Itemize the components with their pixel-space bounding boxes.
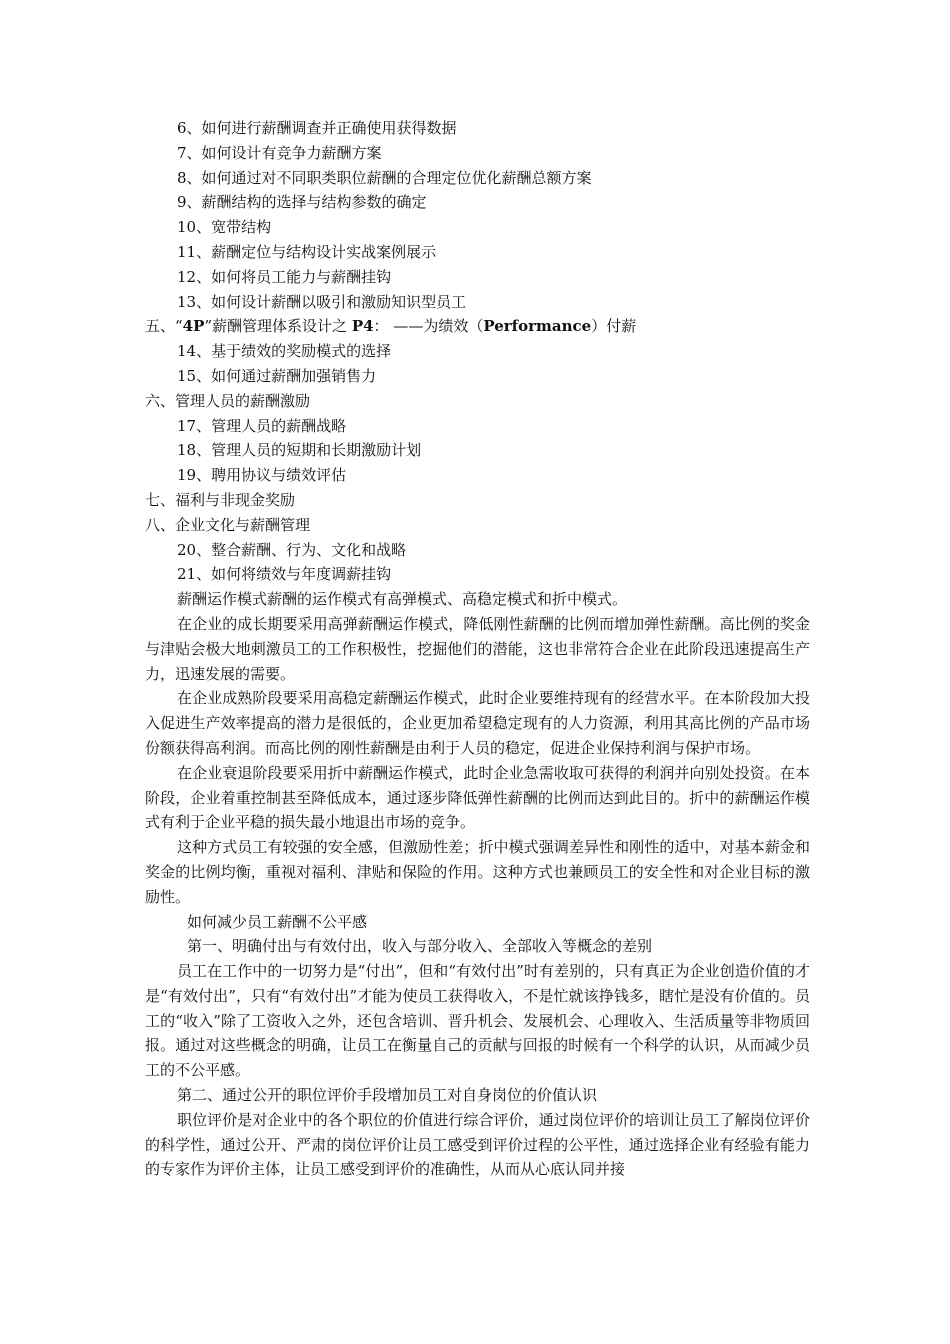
list-item: 10、宽带结构 bbox=[177, 218, 272, 237]
paragraph: 在企业的成长期要采用高弹薪酬运作模式，降低刚性薪酬的比例而增加弹性薪酬。高比例的奖金与津贴会极大地刺激员工的工作积极性，挖掘他们的潜能，这也非常符合企业在此阶段迅速提高生产力，迅速发展的需要。 bbox=[145, 614, 810, 683]
list-item: 21、如何将绩效与年度调薪挂钩 bbox=[177, 565, 392, 584]
list-item: 17、管理人员的薪酬战略 bbox=[177, 416, 347, 435]
paragraph: 员工在工作中的一切努力是“付出”，但和“有效付出”时有差别的，只有真正为企业创造价值的才是“有效付出”，只有“有效付出”才能为使员工获得收入，不是忙就该挣钱多，瞎忙是没有价值的。员工的“收入”除了工资收入之外，还包含培训、晋升机会、发展机会、心理收入、生活质量等非物质回报。通过对这些概念的明确，让员工在衡量自己的贡献与回报的时候有一个科学的认识，从而减少员工的不公平感。 bbox=[145, 962, 810, 1080]
section-heading-8: 八、企业文化与薪酬管理 bbox=[145, 515, 311, 534]
list-item: 14、基于绩效的奖励模式的选择 bbox=[177, 342, 392, 361]
section-heading-6: 六、管理人员的薪酬激励 bbox=[145, 391, 311, 410]
section-heading-7: 七、福利与非现金奖励 bbox=[145, 490, 296, 509]
document-body bbox=[145, 116, 810, 1182]
section-5-suffix: ： ——为绩效（ bbox=[373, 317, 484, 336]
paragraph: 职位评价是对企业中的各个职位的价值进行综合评价，通过岗位评价的培训让员工了解岗位评价的科学性，通过公开、严肃的岗位评价让员工感受到评价过程的公平性，通过选择企业有经验有能力的专家作为评价主体，让员工感受到评价的准确性，从而从心底认同并接 bbox=[145, 1110, 810, 1179]
list-item: 18、管理人员的短期和长期激励计划 bbox=[177, 441, 422, 460]
section-heading-5 bbox=[145, 314, 810, 339]
list-item: 12、如何将员工能力与薪酬挂钩 bbox=[177, 267, 392, 286]
heading-second-point: 第二、通过公开的职位评价手段增加员工对自身岗位的价值认识 bbox=[177, 1086, 598, 1105]
paragraph: 这种方式员工有较强的安全感，但激励性差；折中模式强调差异性和刚性的适中，对基本薪金和奖金的比例均衡，重视对福利、津贴和保险的作用。这种方式也兼顾员工的安全性和对企业目标的激励性。 bbox=[145, 838, 810, 906]
list-item: 11、薪酬定位与结构设计实战案例展示 bbox=[177, 242, 437, 261]
section-5-bold-p4: P4 bbox=[351, 317, 374, 336]
paragraph: 薪酬运作模式薪酬的运作模式有高弹模式、高稳定模式和折中模式。 bbox=[177, 590, 628, 609]
list-item: 8、如何通过对不同职类职位薪酬的合理定位优化薪酬总额方案 bbox=[177, 168, 592, 187]
heading-first-point: 第一、明确付出与有效付出，收入与部分收入、全部收入等概念的差别 bbox=[187, 937, 653, 956]
section-5-bold-performance: Performance bbox=[483, 317, 592, 336]
section-5-bold-4p: 4P bbox=[182, 317, 205, 336]
heading-reduce-unfairness: 如何减少员工薪酬不公平感 bbox=[187, 912, 368, 931]
section-5-prefix: 五、“ bbox=[145, 317, 183, 336]
section-5-end: ）付薪 bbox=[591, 317, 637, 336]
section-5-middle: ”薪酬管理体系设计之 bbox=[204, 317, 352, 336]
list-item: 13、如何设计薪酬以吸引和激励知识型员工 bbox=[177, 292, 467, 311]
list-item: 6、如何进行薪酬调查并正确使用获得数据 bbox=[177, 119, 457, 137]
paragraph: 在企业成熟阶段要采用高稳定薪酬运作模式，此时企业要维持现有的经营水平。在本阶段加大投入促进生产效率提高的潜力是很低的，企业更加希望稳定现有的人力资源，利用其高比例的产品市场份额获得高利润。而高比例的刚性薪酬是由利于人员的稳定，促进企业保持利润与保护市场。 bbox=[145, 689, 810, 757]
list-item: 7、如何设计有竞争力薪酬方案 bbox=[177, 143, 382, 162]
list-item: 19、聘用协议与绩效评估 bbox=[177, 466, 347, 485]
list-item: 20、整合薪酬、行为、文化和战略 bbox=[177, 540, 407, 559]
paragraph: 在企业衰退阶段要采用折中薪酬运作模式，此时企业急需收取可获得的利润并向别处投资。在本阶段，企业着重控制甚至降低成本，通过逐步降低弹性薪酬的比例而达到此目的。折中的薪酬运作模式有利于企业平稳的损失最小地退出市场的竞争。 bbox=[145, 763, 810, 832]
list-item: 9、薪酬结构的选择与结构参数的确定 bbox=[177, 193, 427, 212]
list-item: 15、如何通过薪酬加强销售力 bbox=[177, 366, 377, 385]
